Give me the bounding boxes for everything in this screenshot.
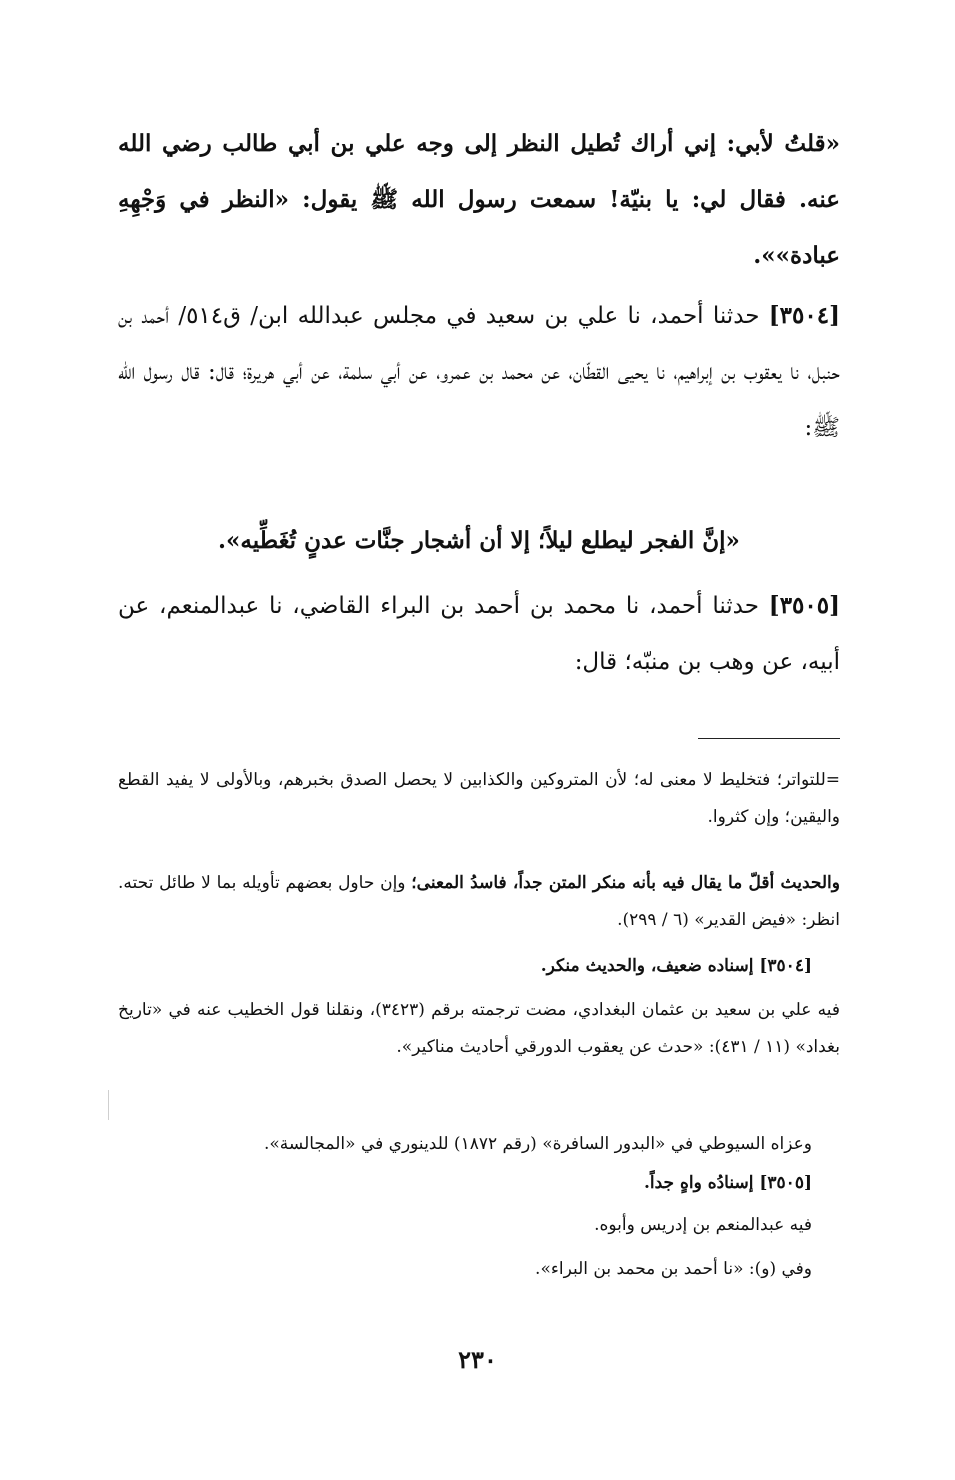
footnote-separator [698, 738, 840, 739]
hadith-3505-chain [118, 578, 840, 690]
footnote-text: فيه عبدالمنعم بن إدريس وأبوه. [594, 1215, 812, 1235]
footnote-paragraph [118, 1165, 840, 1202]
hadith-isnad: حدثنا أحمد، نا محمد بن أحمد بن البراء القاضي، نا عبدالمنعم، عن أبيه، عن وهب بن منبّه؛ قال: [118, 593, 840, 675]
hadith-number: [٣٥٠٤] [768, 302, 840, 329]
footnote-paragraph [118, 948, 840, 985]
footnote-paragraph [118, 1126, 840, 1163]
footnote-paragraph [118, 865, 840, 939]
footnote-text: فيه علي بن سعيد بن عثمان البغدادي، مضت ترجمته برقم (٣٤٢٣)، ونقلنا قول الخطيب عنه في «تاريخ بغداد» (١١ / ٤٣١): «حدث عن يعقوب الدورقي أحاديث مناكير». [118, 1000, 840, 1057]
footnote-paragraph [118, 1207, 840, 1244]
footnote-paragraph [118, 992, 840, 1066]
footnote-grading: [٣٥٠٤] إسناده ضعيف، والحديث منكر. [540, 956, 812, 976]
footnote-text: =للتواتر؛ فتخليط لا معنى له؛ لأن المتروكين والكذابين لا يحصل الصدق بخبرهم، وبالأولى لا يفيد القطع واليقين؛ وإن كثروا. [118, 770, 840, 827]
hadith-3504-matn [118, 513, 840, 569]
hadith-isnad: حدثنا أحمد، نا علي بن سعيد في مجلس عبدالله ابن/ ق٥١٤/ أحمد بن حنبل، نا يعقوب بن إبراهيم، نا يحيى القطّان، عن محمد بن عمرو، عن أبي سلمة، عن أبي هريرة؛ قال: قال رسول الله ﷺ: [118, 303, 840, 441]
footnote-paragraph [118, 762, 840, 836]
hadith-number: [٣٥٠٥] [768, 592, 840, 619]
hadith-text-paragraph [118, 116, 840, 284]
hadith-quote: «قلتُ لأبي: إني أراك تُطيل النظر إلى وجه علي بن أبي طالب رضي الله عنه. فقال لي: يا بنيّة! سمعت رسول الله ﷺ يقول: «النظر في وَجْهِهِ عبادة»». [118, 130, 840, 269]
hadith-matn: «إنَّ الفجر ليطلع ليلاً؛ إلا أن أشجار جنَّات عدنٍ تُغَطِّيه». [218, 527, 740, 554]
footnote-grading: [٣٥٠٥] إسنادُه واهٍ جداً. [643, 1173, 812, 1193]
footnote-text: وإن حاول بعضهم تأويله بما لا طائل تحته. انظر: «فيض القدير» (٦ / ٢٩٩). [118, 873, 840, 930]
footnote-bold-text: والحديث أقلّ ما يقال فيه بأنه منكر المتن جداً، فاسدُ المعنى؛ [411, 873, 840, 893]
hadith-3504-chain [118, 288, 840, 456]
footnote-text: وعزاه السيوطي في «البدور السافرة» (رقم ١٨٧٢) للدينوري في «المجالسة». [263, 1134, 812, 1154]
page-number: ٢٣٠ [458, 1345, 497, 1374]
footnote-paragraph [118, 1251, 840, 1288]
footnote-text: وفي (و): «نا أحمد بن محمد بن البراء». [535, 1259, 812, 1279]
margin-line [108, 1090, 109, 1120]
